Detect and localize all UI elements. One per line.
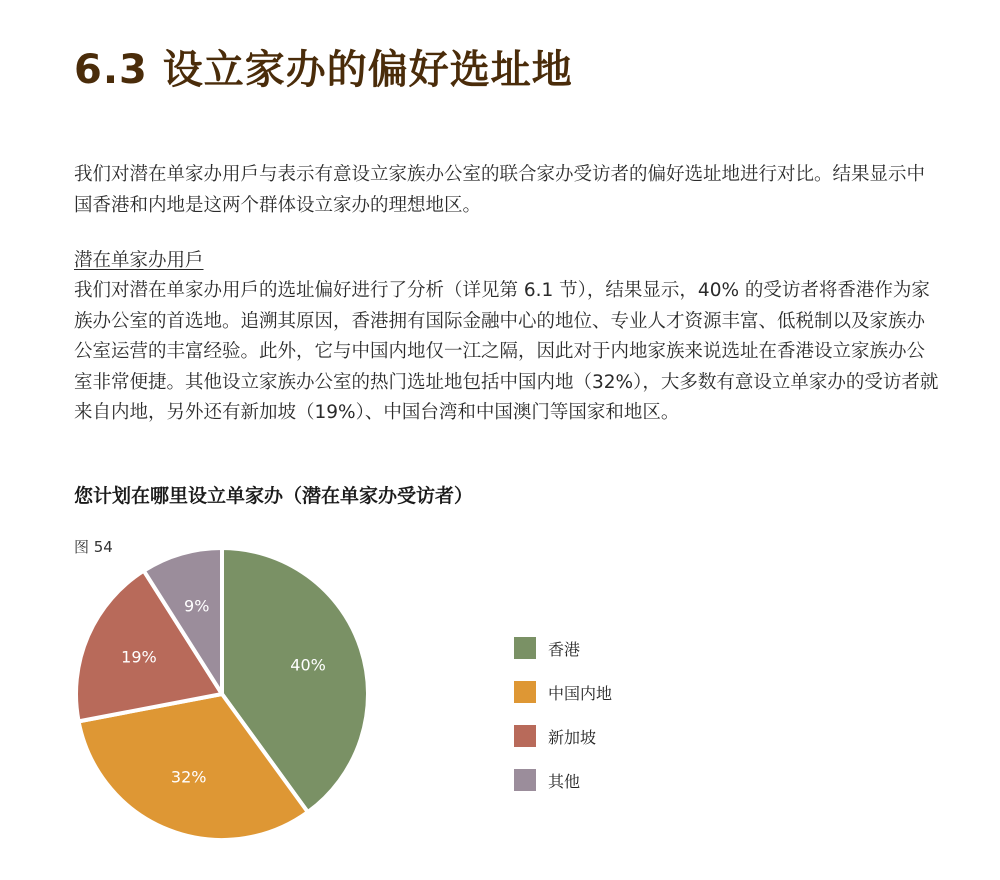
pie-chart [60, 540, 380, 850]
section-heading: 潜在单家办用戶 [74, 250, 204, 271]
legend-swatch [514, 725, 536, 747]
pie-data-label: 40% [290, 655, 326, 675]
chart-legend [514, 626, 612, 802]
legend-label: 其他 [548, 771, 581, 791]
legend-label: 香港 [548, 639, 581, 659]
legend-item [514, 758, 612, 802]
chart-title: 您计划在哪里设立单家办（潜在单家办受访者） [74, 485, 474, 507]
legend-item [514, 626, 612, 670]
legend-item [514, 670, 612, 714]
legend-swatch [514, 681, 536, 703]
pie-data-label: 32% [170, 767, 207, 787]
legend-label: 中国内地 [548, 683, 613, 703]
figure-label: 图 54 [74, 538, 113, 556]
legend-swatch [514, 637, 536, 659]
legend-label: 新加坡 [548, 727, 597, 747]
pie-data-label: 9% [184, 596, 210, 616]
legend-swatch [514, 769, 536, 791]
page-title: 6.3 设立家办的偏好选址地 [74, 47, 573, 93]
pie-data-label: 19% [121, 647, 157, 667]
section-body: 我们对潜在单家办用戶的选址偏好进行了分析（详见第 6.1 节），结果显示，40% 的受访者将香港作为家族办公室的首选地。追溯其原因，香港拥有国际金融中心的地位、专业人才资源丰富、低税制以及家族办公室运营的丰富经验。此外，它与中国内地仅一江之隔，因此对于内地家族来说选址在香港设立家族办公室非常便捷。其他设立家族办公室的热门选址地包括中国内地（32%），大多数有意设立单家办的受访者就来自内地，另外还有新加坡（19%）、中国台湾和中国澳门等国家和地区。 [74, 280, 939, 423]
intro-paragraph: 我们对潜在单家办用戶与表示有意设立家族办公室的联合家办受访者的偏好选址地进行对比。结果显示中国香港和内地是这两个群体设立家办的理想地区。 [74, 164, 926, 216]
legend-item [514, 714, 612, 758]
